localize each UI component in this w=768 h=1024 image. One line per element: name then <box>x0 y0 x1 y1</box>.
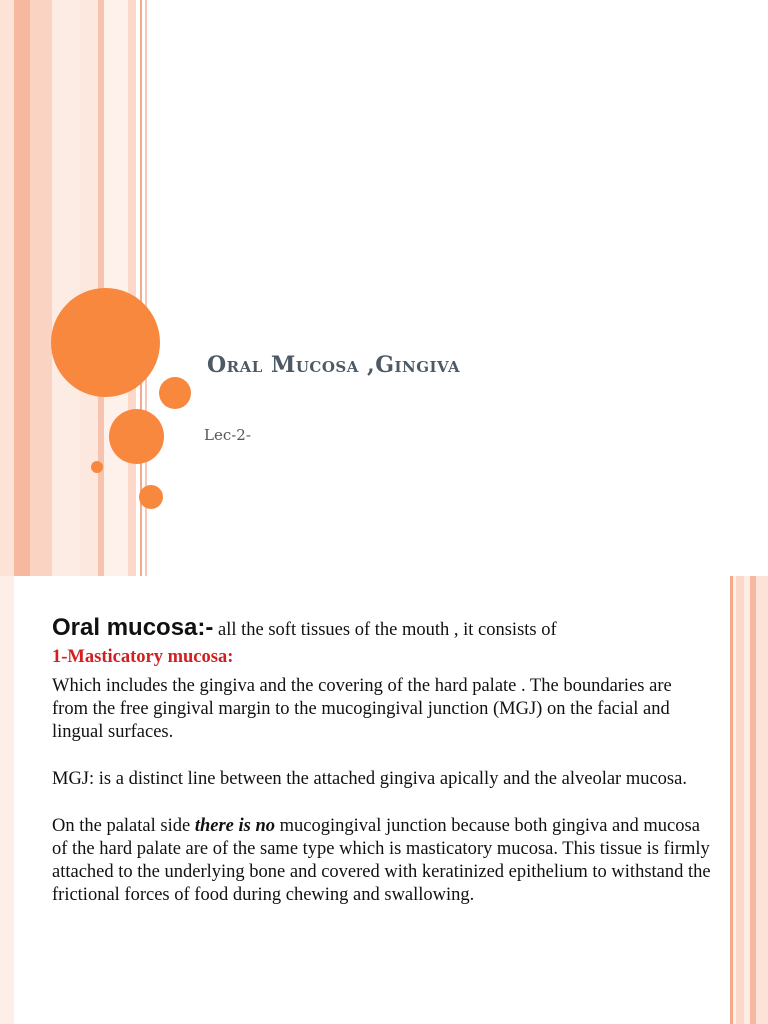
paragraph-3-rest: mucogingival junction because both gingiva and mucosa of the hard palate are of the same type which is masticatory mucosa. This tissue is firmly attached to the underlying bone and covered with keratinized epithelium to withstand the frictional forces of food during chewing and swallowing. <box>52 816 711 905</box>
paragraph-3-emphasis: there is no <box>194 816 276 836</box>
slide-subtitle: Lec-2- <box>204 426 251 444</box>
section-heading: 1-Masticatory mucosa: <box>52 647 234 667</box>
paragraph-3 <box>52 815 712 907</box>
slide-body <box>52 616 712 907</box>
decorative-circle-large <box>51 288 160 397</box>
intro-text: all the soft tissues of the mouth , it consists of <box>213 620 557 640</box>
slide-title: Oral Mucosa ,Gingiva <box>207 352 461 378</box>
decorative-circle-small-2 <box>139 485 163 509</box>
decorative-stripes-left <box>0 0 148 576</box>
paragraph-2: MGJ: is a distinct line between the attached gingiva apically and the alveolar mucosa. <box>52 769 687 789</box>
paragraph-1: Which includes the gingiva and the covering of the hard palate . The boundaries are from the free gingival margin to the mucogingival junction (MGJ) on the facial and lingual surfaces. <box>52 676 672 742</box>
decorative-circle-small <box>159 377 191 409</box>
decorative-stripes-right <box>730 576 768 1024</box>
decorative-circle-medium <box>109 409 164 464</box>
intro-line <box>52 616 712 642</box>
decorative-circle-tiny <box>91 461 103 473</box>
intro-term: Oral mucosa:- <box>52 614 214 641</box>
paragraph-3-start: On the palatal side <box>52 816 195 836</box>
content-slide <box>0 576 768 1024</box>
